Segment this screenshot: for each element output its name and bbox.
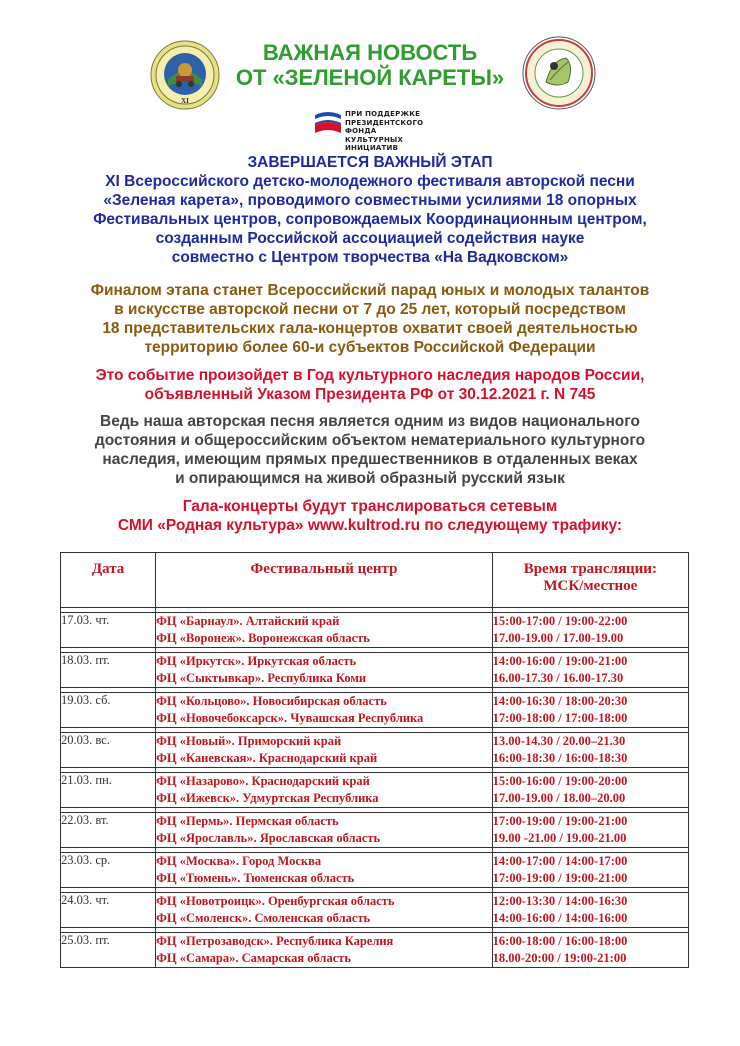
row-date: 17.03. чт.: [61, 613, 156, 648]
row-time-2: 14:00-16:00 / 14:00-16:00: [492, 911, 628, 925]
row-time-1: 15:00-16:00 / 19:00-20:00: [492, 774, 628, 788]
row-center-2: ФЦ «Ярославль». Ярославская область: [156, 831, 381, 845]
row-time-2: 19.00 -21.00 / 19.00-21.00: [492, 831, 627, 845]
header-center: Фестивальный центр: [156, 553, 493, 608]
finale-block: [50, 281, 690, 357]
row-times: [492, 773, 688, 808]
table-row: [61, 773, 689, 808]
intro-line: совместно с Центром творчества «На Вадковском»: [171, 249, 569, 266]
table-row: [61, 853, 689, 888]
header-time-line-1: Время трансляции:: [523, 561, 657, 577]
finale-line: территорию более 60-и субъектов Российской Федерации: [144, 339, 596, 356]
row-times: [492, 733, 688, 768]
row-date: 25.03. пт.: [61, 933, 156, 968]
row-date: 21.03. пн.: [61, 773, 156, 808]
row-times: [492, 613, 688, 648]
page-title: [160, 40, 580, 90]
row-time-2: 17.00-19.00 / 17.00-19.00: [492, 631, 624, 645]
finale-line: Финалом этапа станет Всероссийский парад юных и молодых талантов: [90, 282, 650, 299]
header-time: [492, 553, 688, 608]
finale-line: в искусстве авторской песни от 7 до 25 лет, который посредством: [114, 301, 626, 318]
intro-line: созданным Российской ассоциацией содействия науке: [155, 230, 585, 247]
table-row: [61, 693, 689, 728]
presidential-fund-logo: [313, 110, 453, 152]
row-center-2: ФЦ «Тюмень». Тюменская область: [156, 871, 355, 885]
row-center-1: ФЦ «Иркутск». Иркутская область: [156, 654, 357, 668]
title-line-1: ВАЖНАЯ НОВОСТЬ: [262, 40, 478, 65]
row-center-1: ФЦ «Кольцово». Новосибирская область: [156, 694, 387, 708]
intro-line: XI Всероссийского детско-молодежного фестиваля авторской песни: [105, 173, 635, 190]
row-center-2: ФЦ «Сыктывкар». Республика Коми: [156, 671, 367, 685]
row-time-1: 14:00-17:00 / 14:00-17:00: [492, 854, 628, 868]
fund-flag-icon: [313, 111, 343, 137]
row-date: 24.03. чт.: [61, 893, 156, 928]
row-time-2: 17:00-18:00 / 17:00-18:00: [492, 711, 628, 725]
row-centers: [156, 693, 493, 728]
row-centers: [156, 813, 493, 848]
row-center-1: ФЦ «Пермь». Пермская область: [156, 814, 339, 828]
broadcast-line: СМИ «Родная культура» www.kultrod.ru по следующему трафику:: [117, 517, 623, 534]
finale-line: 18 представительских гала-концертов охватит своей деятельностью: [102, 320, 638, 337]
heritage-line: и опирающимся на живой образный русский язык: [175, 470, 565, 487]
row-centers: [156, 853, 493, 888]
schedule-table: [60, 552, 689, 968]
table-row: [61, 893, 689, 928]
row-times: [492, 853, 688, 888]
table-row: [61, 733, 689, 768]
row-time-1: 17:00-19:00 / 19:00-21:00: [492, 814, 628, 828]
row-centers: [156, 613, 493, 648]
row-times: [492, 653, 688, 688]
intro-line: «Зеленая карета», проводимого совместными усилиями 18 опорных: [103, 192, 637, 209]
table-row: [61, 933, 689, 968]
event-block: [50, 366, 690, 404]
heritage-line: достояния и общероссийским объектом нематериального культурного: [94, 432, 646, 449]
intro-block: [50, 153, 690, 267]
title-line-2: ОТ «ЗЕЛЕНОЙ КАРЕТЫ»: [235, 65, 505, 90]
header-date: Дата: [61, 553, 156, 608]
row-center-2: ФЦ «Самара». Самарская область: [156, 951, 351, 965]
broadcast-block: [50, 497, 690, 535]
row-time-2: 16.00-17.30 / 16.00-17.30: [492, 671, 624, 685]
table-row: [61, 813, 689, 848]
heritage-line: наследия, имеющим прямых предшественников в отдаленных веках: [102, 451, 638, 468]
row-centers: [156, 893, 493, 928]
left-logo-numeral: XI: [181, 97, 189, 105]
row-time-2: 17.00-19.00 / 18.00–20.00: [492, 791, 626, 805]
row-center-1: ФЦ «Новый». Приморский край: [156, 734, 342, 748]
row-time-2: 16:00-18:30 / 16:00-18:30: [492, 751, 628, 765]
row-center-1: ФЦ «Петрозаводск». Республика Карелия: [156, 934, 394, 948]
event-line: Это событие произойдет в Год культурного наследия народов России,: [95, 367, 645, 384]
row-date: 23.03. ср.: [61, 853, 156, 888]
row-center-2: ФЦ «Ижевск». Удмуртская Республика: [156, 791, 379, 805]
row-time-1: 16:00-18:00 / 16:00-18:00: [492, 934, 628, 948]
heritage-block: [50, 412, 690, 488]
fund-line-3: КУЛЬТУРНЫХ ИНИЦИАТИВ: [345, 135, 404, 152]
row-time-1: 13.00-14.30 / 20.00–21.30: [492, 734, 626, 748]
table-header-row: [61, 553, 689, 608]
row-center-1: ФЦ «Назарово». Краснодарский край: [156, 774, 370, 788]
row-center-2: ФЦ «Смоленск». Смоленская область: [156, 911, 371, 925]
row-time-2: 17:00-19:00 / 19:00-21:00: [492, 871, 628, 885]
row-centers: [156, 933, 493, 968]
row-time-1: 14:00-16:00 / 19:00-21:00: [492, 654, 628, 668]
heritage-line: Ведь наша авторская песня является одним из видов национального: [100, 413, 640, 430]
row-times: [492, 893, 688, 928]
fund-line-2: ПРЕЗИДЕНТСКОГО ФОНДА: [345, 118, 424, 135]
row-date: 18.03. пт.: [61, 653, 156, 688]
row-time-1: 15:00-17:00 / 19:00-22:00: [492, 614, 628, 628]
row-time-1: 14:00-16:30 / 18:00-20:30: [492, 694, 628, 708]
table-row: [61, 613, 689, 648]
row-centers: [156, 733, 493, 768]
ecology-logo-right-icon: [522, 36, 596, 110]
row-date: 19.03. сб.: [61, 693, 156, 728]
row-centers: [156, 773, 493, 808]
row-date: 20.03. вс.: [61, 733, 156, 768]
row-time-2: 18.00-20:00 / 19:00-21:00: [492, 951, 627, 965]
row-center-1: ФЦ «Барнаул». Алтайский край: [156, 614, 340, 628]
row-times: [492, 813, 688, 848]
row-center-2: ФЦ «Новочебоксарск». Чувашская Республика: [156, 711, 424, 725]
row-centers: [156, 653, 493, 688]
row-time-1: 12:00-13:30 / 14:00-16:30: [492, 894, 628, 908]
event-line: объявленный Указом Президента РФ от 30.12.2021 г. N 745: [144, 386, 596, 403]
row-times: [492, 693, 688, 728]
broadcast-line: Гала-концерты будут транслироваться сетевым: [182, 498, 558, 515]
intro-line: Фестивальных центров, сопровождаемых Координационным центром,: [93, 211, 647, 228]
table-row: [61, 653, 689, 688]
fund-line-1: ПРИ ПОДДЕРЖКЕ: [345, 110, 421, 118]
row-center-2: ФЦ «Каневская». Краснодарский край: [156, 751, 378, 765]
row-center-2: ФЦ «Воронеж». Воронежская область: [156, 631, 370, 645]
row-times: [492, 933, 688, 968]
row-date: 22.03. вт.: [61, 813, 156, 848]
intro-line: ЗАВЕРШАЕТСЯ ВАЖНЫЙ ЭТАП: [247, 154, 493, 171]
row-center-1: ФЦ «Москва». Город Москва: [156, 854, 322, 868]
header-time-line-2: МСК/местное: [543, 578, 638, 594]
row-center-1: ФЦ «Новотроицк». Оренбургская область: [156, 894, 395, 908]
